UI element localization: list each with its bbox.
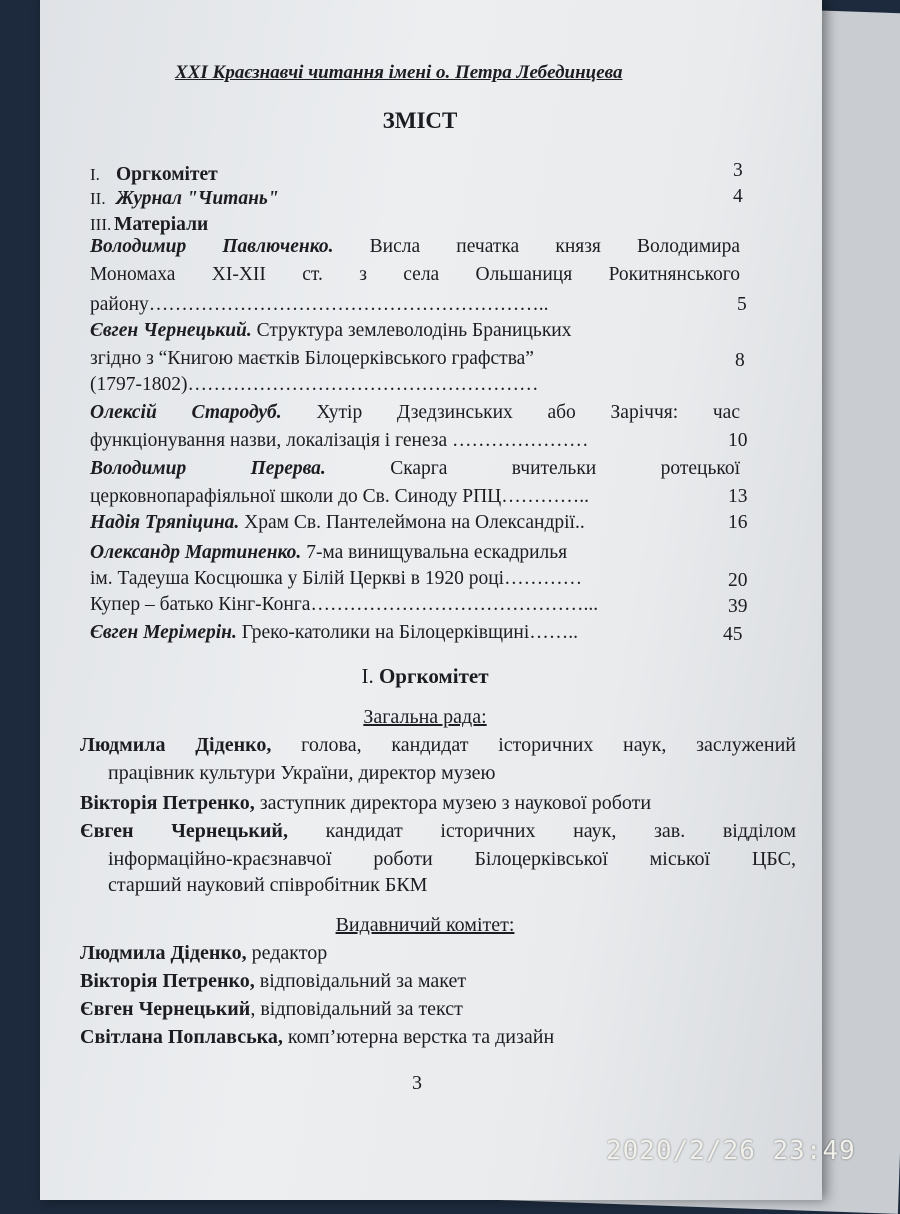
toc-entry-text: 7-ма винищувальна ескадрилья — [306, 542, 568, 563]
member — [80, 970, 466, 993]
toc-entry — [90, 542, 567, 564]
toc-entry-line: функціонування назви, локалізація і генеза ………………… — [90, 430, 589, 451]
member-name: Вікторія Петренко, — [80, 970, 255, 992]
toc-entry — [90, 622, 578, 644]
member — [80, 998, 463, 1021]
toc-entry-author: Євген Мерімерін. — [90, 622, 237, 643]
toc-entry-line: згідно з “Книгою маєтків Білоцерківського графства” — [90, 348, 534, 369]
toc-item-1 — [90, 164, 218, 186]
toc-entry-line: церковнопарафіяльної школи до Св. Синоду РПЦ………….. — [90, 486, 590, 507]
member-name: Євген Чернецький — [80, 998, 251, 1020]
toc-entry-line: (1797-1802)……………………………………………… — [90, 374, 539, 395]
member — [80, 792, 651, 815]
toc-entry-author: Олександр Мартиненко. — [90, 542, 302, 563]
member — [80, 734, 796, 757]
subheading-general-council: Загальна рада: — [363, 706, 487, 728]
member-role: кандидат історичних наук, зав. відділом — [287, 820, 796, 842]
toc-entry-line: ім. Тадеуша Косцюшка у Білій Церкві в 1920 році………… — [90, 568, 583, 589]
toc-entry-author: Володимир Перерва. — [90, 458, 326, 479]
toc-page: 10 — [728, 430, 748, 451]
member-name: Вікторія Петренко, — [80, 792, 255, 814]
member-role-continued: працівник культури України, директор музею — [108, 762, 496, 784]
toc-entry-line: Мономаха XI-XII ст. з села Ольшаниця Рокитнянського — [90, 264, 740, 285]
running-header: XXI Краєзнавчі читання імені о. Петра Лебединцева — [175, 62, 623, 83]
toc-section-title: Журнал "Читань" — [116, 188, 279, 209]
member-name: Євген Чернецький, — [80, 820, 288, 842]
toc-numeral: III. — [90, 215, 112, 234]
toc-numeral: II. — [90, 189, 106, 208]
toc-page: 8 — [735, 350, 745, 371]
member-name: Людмила Діденко, — [80, 942, 247, 964]
toc-entry — [90, 320, 571, 342]
member — [80, 1026, 554, 1049]
member-role: , відповідальний за текст — [250, 998, 463, 1020]
toc-entry — [90, 458, 740, 480]
member-role-continued: інформаційно-краєзнавчої роботи Білоцерківської міської ЦБС, — [108, 848, 796, 870]
member-role-continued: старший науковий співробітник БКМ — [108, 874, 428, 896]
toc-entry-text: Структура землеволодінь Браницьких — [256, 320, 572, 341]
toc-entry-line: району…………………………………………………….. — [90, 294, 549, 315]
member — [80, 820, 796, 843]
toc-entry — [90, 402, 740, 424]
member-name: Людмила Діденко, — [80, 734, 272, 756]
toc-entry — [90, 512, 585, 534]
toc-numeral: I. — [90, 165, 100, 184]
toc-entry-author: Олексій Стародуб. — [90, 402, 282, 423]
toc-entry-text: Храм Св. Пантелеймона на Олександрії.. — [244, 512, 585, 533]
toc-section-title: Оргкомітет — [116, 164, 218, 185]
photo-timestamp: 2020/2/26 23:49 — [606, 1136, 856, 1166]
member-role: комп’ютерна верстка та дизайн — [282, 1026, 555, 1048]
toc-page: 39 — [728, 596, 748, 617]
toc-entry-author: Євген Чернецький. — [90, 320, 252, 341]
toc-item-2 — [90, 188, 279, 210]
toc-page: 5 — [737, 294, 747, 315]
toc-entry-author: Володимир Павлюченко. — [90, 236, 334, 257]
toc-entry — [90, 236, 740, 258]
member-role: заступник директора музею з наукової роботи — [254, 792, 652, 814]
toc-entry-text: Скарга вчительки ротецької — [390, 458, 740, 479]
toc-title: ЗМІСТ — [382, 108, 458, 133]
toc-page: 45 — [723, 624, 743, 645]
toc-page: 4 — [733, 186, 743, 207]
toc-page: 20 — [728, 570, 748, 591]
member-name: Світлана Поплавська, — [80, 1026, 283, 1048]
section-numeral: I. — [361, 664, 374, 688]
toc-entry-author: Надія Тряпіцина. — [90, 512, 240, 533]
toc-entry-line: Купер – батько Кінг-Конга……………………………………... — [90, 594, 599, 615]
page-number: 3 — [412, 1072, 422, 1094]
toc-entry-text: Висла печатка князя Володимира — [369, 236, 741, 257]
toc-page: 13 — [728, 486, 748, 507]
toc-section-title: Матеріали — [114, 214, 209, 235]
subheading-editorial-committee: Видавничий комітет: — [335, 914, 515, 936]
document-page — [40, 0, 822, 1200]
toc-item-3 — [90, 214, 208, 236]
toc-entry-text: Греко-католики на Білоцерківщині…….. — [241, 622, 579, 643]
member-role: відповідальний за макет — [254, 970, 467, 992]
member-role: редактор — [246, 942, 328, 964]
toc-entry-text: Хутір Дзедзинських або Заріччя: час — [316, 402, 740, 423]
section-title: Оргкомітет — [378, 664, 489, 688]
member — [80, 942, 327, 965]
toc-page: 3 — [733, 160, 743, 181]
member-role: голова, кандидат історичних наук, заслужений — [271, 734, 796, 756]
section-heading — [40, 664, 810, 689]
toc-page: 16 — [728, 512, 748, 533]
